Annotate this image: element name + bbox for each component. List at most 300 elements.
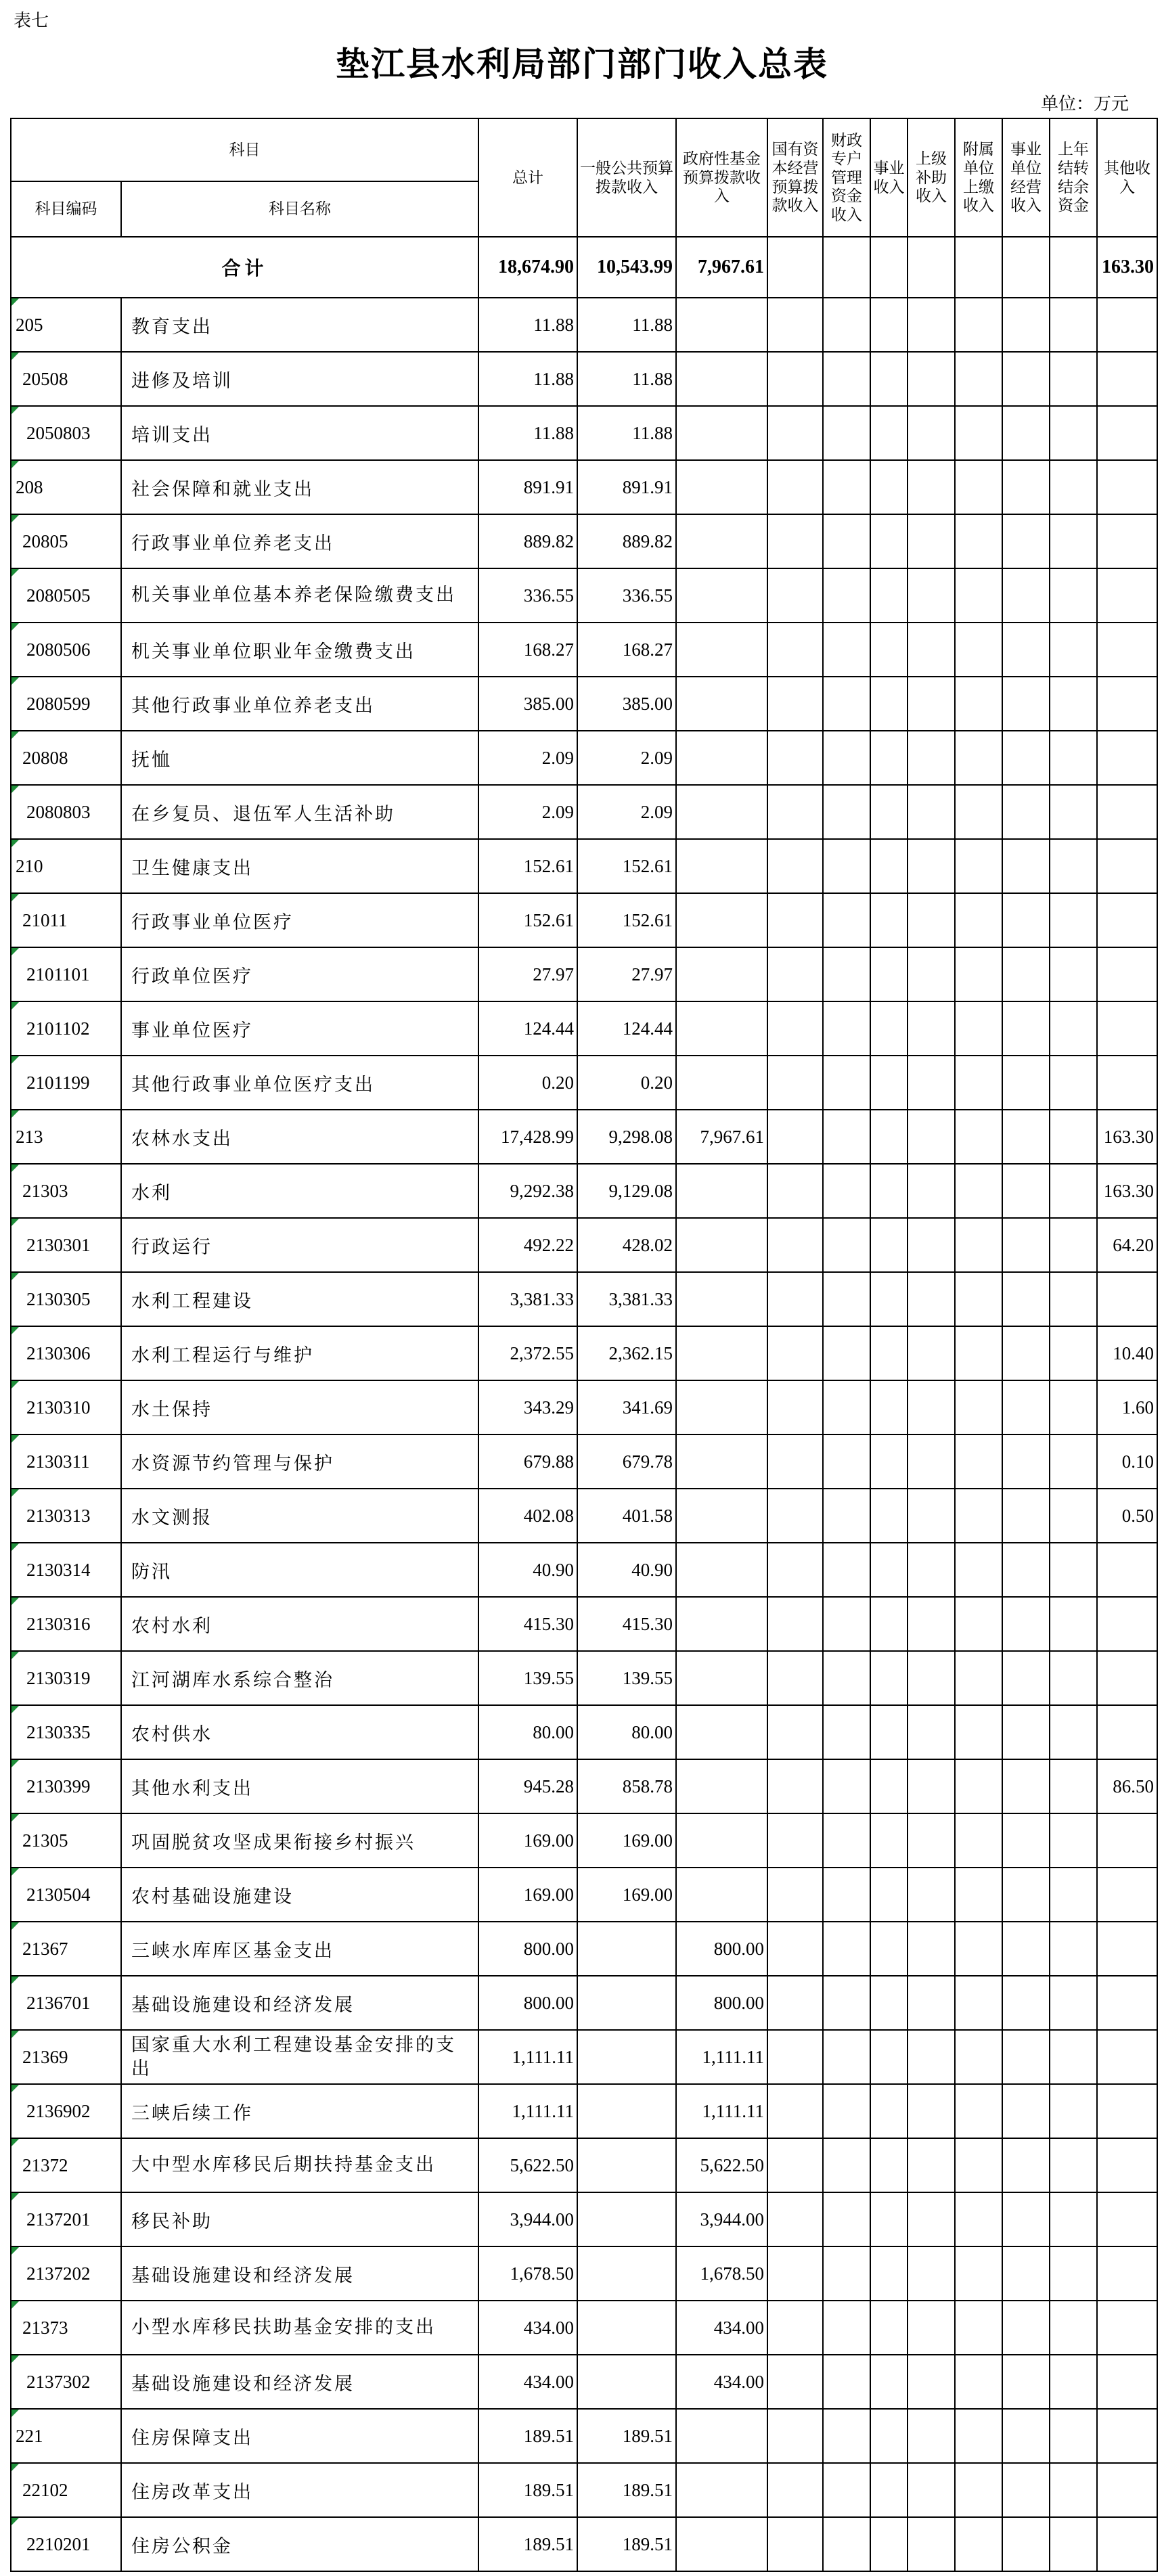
table-row: [11, 2138, 1157, 2192]
empty-cell: [870, 1543, 908, 1597]
empty-cell: [1050, 1597, 1097, 1651]
empty-cell: [1050, 1813, 1097, 1868]
empty-cell: [823, 1218, 870, 1272]
empty-cell: [908, 731, 955, 785]
subject-code-cell: 2130335: [11, 1705, 121, 1759]
subject-name-cell: 行政事业单位医疗: [121, 893, 478, 947]
empty-cell: [823, 731, 870, 785]
other-cell: [1097, 352, 1157, 406]
total-cell: 9,292.38: [478, 1164, 577, 1218]
empty-cell: [870, 1056, 908, 1110]
empty-cell: [1050, 893, 1097, 947]
total-cell: 189.51: [478, 2463, 577, 2517]
empty-cell: [908, 2409, 955, 2463]
empty-cell: [870, 1164, 908, 1218]
empty-cell: [1002, 2246, 1050, 2301]
subject-name-cell: 基础设施建设和经济发展: [121, 2355, 478, 2409]
gov-fund-cell: [676, 2409, 767, 2463]
empty-cell: [870, 731, 908, 785]
empty-cell: [908, 1543, 955, 1597]
total-cell: 336.55: [478, 568, 577, 623]
subject-name-cell: 三峡水库库区基金支出: [121, 1922, 478, 1976]
empty-cell: [823, 1272, 870, 1326]
empty-cell: [955, 514, 1002, 568]
empty-cell: [1050, 2246, 1097, 2301]
empty-cell: [870, 947, 908, 1001]
empty-cell: [955, 1705, 1002, 1759]
subject-name-cell: 机关事业单位基本养老保险缴费支出: [121, 568, 478, 623]
other-cell: 163.30: [1097, 1110, 1157, 1164]
empty-cell: [908, 1976, 955, 2030]
empty-cell: [870, 1489, 908, 1543]
general-budget-cell: [577, 2138, 676, 2192]
empty-cell: [1050, 1272, 1097, 1326]
empty-cell: [1050, 2301, 1097, 2355]
other-cell: 1.60: [1097, 1380, 1157, 1434]
empty-cell: [955, 2517, 1002, 2571]
subject-name-cell: 水资源节约管理与保护: [121, 1434, 478, 1489]
table-row: [11, 2517, 1157, 2571]
empty-cell: [955, 731, 1002, 785]
table-row: [11, 1976, 1157, 2030]
empty-cell: [908, 677, 955, 731]
empty-cell: [1050, 352, 1097, 406]
total-cell: 152.61: [478, 839, 577, 893]
empty-cell: [1002, 1651, 1050, 1705]
table-row: [11, 2030, 1157, 2084]
empty-cell: [955, 1218, 1002, 1272]
empty-cell: [870, 1001, 908, 1056]
general-budget-cell: [577, 2301, 676, 2355]
empty-cell: [870, 298, 908, 352]
total-row: [11, 237, 1157, 298]
subject-code-cell: 2080506: [11, 623, 121, 677]
empty-cell: [955, 1922, 1002, 1976]
empty-cell: [870, 2409, 908, 2463]
general-budget-cell: 2,362.15: [577, 1326, 676, 1380]
subject-code-cell: 21305: [11, 1813, 121, 1868]
empty-cell: [870, 1218, 908, 1272]
general-budget-cell: 336.55: [577, 568, 676, 623]
total-cell: 415.30: [478, 1597, 577, 1651]
table-row: [11, 2084, 1157, 2138]
empty-cell: [1050, 731, 1097, 785]
empty-cell: [1050, 2463, 1097, 2517]
empty-cell: [870, 1813, 908, 1868]
empty-cell: [908, 237, 955, 298]
empty-cell: [1002, 1597, 1050, 1651]
other-cell: [1097, 568, 1157, 623]
empty-cell: [1050, 1868, 1097, 1922]
table-row: [11, 1705, 1157, 1759]
subject-code-cell: 2130305: [11, 1272, 121, 1326]
empty-cell: [767, 352, 823, 406]
empty-cell: [955, 1164, 1002, 1218]
empty-cell: [908, 2138, 955, 2192]
total-cell: 679.88: [478, 1434, 577, 1489]
gov-fund-cell: [676, 1380, 767, 1434]
table-row: [11, 1543, 1157, 1597]
general-budget-cell: 11.88: [577, 406, 676, 460]
empty-cell: [767, 1164, 823, 1218]
empty-cell: [767, 623, 823, 677]
empty-cell: [870, 893, 908, 947]
empty-cell: [955, 677, 1002, 731]
general-budget-cell: [577, 2355, 676, 2409]
other-cell: [1097, 677, 1157, 731]
table-row: [11, 1651, 1157, 1705]
other-cell: [1097, 2301, 1157, 2355]
gov-fund-cell: [676, 2517, 767, 2571]
subject-name-cell: 事业单位医疗: [121, 1001, 478, 1056]
subject-code-cell: 21373: [11, 2301, 121, 2355]
table-row: [11, 352, 1157, 406]
empty-cell: [1002, 1164, 1050, 1218]
table-row: [11, 568, 1157, 623]
empty-cell: [823, 1651, 870, 1705]
empty-cell: [870, 1597, 908, 1651]
total-cell: 889.82: [478, 514, 577, 568]
header-total: 总计: [478, 118, 577, 237]
subject-name-cell: 其他行政事业单位养老支出: [121, 677, 478, 731]
empty-cell: [955, 1110, 1002, 1164]
empty-cell: [908, 568, 955, 623]
general-budget-cell: 0.20: [577, 1056, 676, 1110]
gov-fund-cell: [676, 2463, 767, 2517]
empty-cell: [767, 1434, 823, 1489]
empty-cell: [767, 1976, 823, 2030]
empty-cell: [767, 893, 823, 947]
header-fiscal-special: 财政专户管理资金收入: [823, 118, 870, 237]
empty-cell: [1002, 2138, 1050, 2192]
gov-fund-cell: [676, 1868, 767, 1922]
general-budget-cell: 139.55: [577, 1651, 676, 1705]
table-row: [11, 947, 1157, 1001]
empty-cell: [823, 2138, 870, 2192]
empty-cell: [870, 2192, 908, 2246]
total-cell: 2,372.55: [478, 1326, 577, 1380]
empty-cell: [1002, 785, 1050, 839]
empty-cell: [1002, 1489, 1050, 1543]
table-row: [11, 1434, 1157, 1489]
empty-cell: [908, 1813, 955, 1868]
empty-cell: [823, 1326, 870, 1380]
gov-fund-cell: [676, 1164, 767, 1218]
empty-cell: [767, 2084, 823, 2138]
general-budget-cell: 124.44: [577, 1001, 676, 1056]
empty-cell: [1050, 2138, 1097, 2192]
empty-cell: [908, 1001, 955, 1056]
empty-cell: [1050, 568, 1097, 623]
empty-cell: [908, 893, 955, 947]
table-row: [11, 2463, 1157, 2517]
header-carryover: 上年结转结余资金: [1050, 118, 1097, 237]
general-budget-cell: 9,298.08: [577, 1110, 676, 1164]
subject-code-cell: 20808: [11, 731, 121, 785]
subject-name-cell: 培训支出: [121, 406, 478, 460]
total-cell: 434.00: [478, 2355, 577, 2409]
empty-cell: [1050, 1110, 1097, 1164]
table-row: [11, 893, 1157, 947]
empty-cell: [908, 298, 955, 352]
header-business: 事业收入: [870, 118, 908, 237]
empty-cell: [908, 1489, 955, 1543]
empty-cell: [955, 2192, 1002, 2246]
empty-cell: [1002, 2463, 1050, 2517]
total-cell: 27.97: [478, 947, 577, 1001]
general-budget-cell: [577, 1922, 676, 1976]
empty-cell: [823, 1380, 870, 1434]
gov-fund-cell: 5,622.50: [676, 2138, 767, 2192]
empty-cell: [908, 1272, 955, 1326]
total-cell: 11.88: [478, 298, 577, 352]
empty-cell: [908, 460, 955, 514]
empty-cell: [1050, 1164, 1097, 1218]
empty-cell: [870, 1272, 908, 1326]
empty-cell: [870, 2030, 908, 2084]
empty-cell: [823, 2409, 870, 2463]
subject-code-cell: 21303: [11, 1164, 121, 1218]
gov-fund-cell: [676, 1813, 767, 1868]
gov-fund-cell: [676, 947, 767, 1001]
subject-name-cell: 农村水利: [121, 1597, 478, 1651]
empty-cell: [955, 2463, 1002, 2517]
table-row: [11, 839, 1157, 893]
gov-fund-cell: 3,944.00: [676, 2192, 767, 2246]
total-cell: 3,381.33: [478, 1272, 577, 1326]
gov-fund-cell: [676, 460, 767, 514]
empty-cell: [1002, 623, 1050, 677]
other-cell: 86.50: [1097, 1759, 1157, 1813]
subject-name-cell: 卫生健康支出: [121, 839, 478, 893]
empty-cell: [908, 623, 955, 677]
empty-cell: [767, 839, 823, 893]
other-cell: 0.10: [1097, 1434, 1157, 1489]
general-budget-cell: [577, 2084, 676, 2138]
general-budget-cell: 341.69: [577, 1380, 676, 1434]
general-budget-cell: 11.88: [577, 298, 676, 352]
empty-cell: [767, 2301, 823, 2355]
other-cell: [1097, 460, 1157, 514]
gov-fund-cell: [676, 1651, 767, 1705]
empty-cell: [767, 1272, 823, 1326]
general-budget-cell: 679.78: [577, 1434, 676, 1489]
empty-cell: [767, 1868, 823, 1922]
empty-cell: [1002, 1056, 1050, 1110]
empty-cell: [908, 839, 955, 893]
total-label: 合计: [11, 237, 478, 298]
empty-cell: [908, 1922, 955, 1976]
total-cell: 1,111.11: [478, 2084, 577, 2138]
subject-name-cell: 住房改革支出: [121, 2463, 478, 2517]
other-cell: [1097, 2517, 1157, 2571]
empty-cell: [908, 785, 955, 839]
header-affiliated: 附属单位上缴收入: [955, 118, 1002, 237]
empty-cell: [1050, 1434, 1097, 1489]
gov-fund-cell: [676, 1759, 767, 1813]
other-cell: [1097, 893, 1157, 947]
subject-name-cell: 其他水利支出: [121, 1759, 478, 1813]
empty-cell: [955, 568, 1002, 623]
empty-cell: [1002, 1868, 1050, 1922]
empty-cell: [823, 1001, 870, 1056]
subject-name-cell: 行政运行: [121, 1218, 478, 1272]
table-row: [11, 1922, 1157, 1976]
empty-cell: [908, 2246, 955, 2301]
empty-cell: [1050, 514, 1097, 568]
table-row: [11, 1489, 1157, 1543]
empty-cell: [1050, 298, 1097, 352]
subject-name-cell: 农村供水: [121, 1705, 478, 1759]
subject-code-cell: 210: [11, 839, 121, 893]
empty-cell: [955, 623, 1002, 677]
empty-cell: [1050, 2355, 1097, 2409]
empty-cell: [1002, 1110, 1050, 1164]
empty-cell: [823, 2030, 870, 2084]
gov-fund-cell: [676, 352, 767, 406]
other-cell: [1097, 1976, 1157, 2030]
empty-cell: [823, 568, 870, 623]
empty-cell: [1050, 1976, 1097, 2030]
table-row: [11, 677, 1157, 731]
empty-cell: [955, 1759, 1002, 1813]
header-gov-fund: 政府性基金预算拨款收入: [676, 118, 767, 237]
general-budget-cell: [577, 2246, 676, 2301]
header-general-budget: 一般公共预算拨款收入: [577, 118, 676, 237]
total-cell: 189.51: [478, 2517, 577, 2571]
subject-code-cell: 2137302: [11, 2355, 121, 2409]
subject-code-cell: 2101101: [11, 947, 121, 1001]
empty-cell: [955, 2138, 1002, 2192]
gov-fund-cell: [676, 893, 767, 947]
subject-code-cell: 2130311: [11, 1434, 121, 1489]
subject-name-cell: 住房保障支出: [121, 2409, 478, 2463]
empty-cell: [870, 1434, 908, 1489]
empty-cell: [955, 352, 1002, 406]
empty-cell: [767, 2517, 823, 2571]
general-budget-cell: [577, 1976, 676, 2030]
empty-cell: [870, 623, 908, 677]
empty-cell: [955, 893, 1002, 947]
subject-code-cell: 221: [11, 2409, 121, 2463]
empty-cell: [1002, 1380, 1050, 1434]
empty-cell: [870, 677, 908, 731]
empty-cell: [1002, 1434, 1050, 1489]
subject-code-cell: 20508: [11, 352, 121, 406]
subject-code-cell: 2137202: [11, 2246, 121, 2301]
empty-cell: [767, 1705, 823, 1759]
total-cell: 945.28: [478, 1759, 577, 1813]
table-row: [11, 1326, 1157, 1380]
subject-name-cell: 江河湖库水系综合整治: [121, 1651, 478, 1705]
total-cell: 17,428.99: [478, 1110, 577, 1164]
empty-cell: [1002, 568, 1050, 623]
empty-cell: [955, 460, 1002, 514]
empty-cell: [955, 1326, 1002, 1380]
subject-code-cell: 2130504: [11, 1868, 121, 1922]
table-row: [11, 406, 1157, 460]
empty-cell: [767, 2030, 823, 2084]
total-cell: 3,944.00: [478, 2192, 577, 2246]
empty-cell: [1050, 2084, 1097, 2138]
empty-cell: [870, 568, 908, 623]
empty-cell: [767, 1651, 823, 1705]
general-budget-cell: 27.97: [577, 947, 676, 1001]
empty-cell: [767, 1380, 823, 1434]
empty-cell: [1002, 406, 1050, 460]
general-budget-cell: 401.58: [577, 1489, 676, 1543]
total-cell: 124.44: [478, 1001, 577, 1056]
empty-cell: [823, 2246, 870, 2301]
empty-cell: [870, 1976, 908, 2030]
other-cell: [1097, 2463, 1157, 2517]
subject-code-cell: 2130306: [11, 1326, 121, 1380]
empty-cell: [908, 1759, 955, 1813]
empty-cell: [1002, 893, 1050, 947]
empty-cell: [767, 1759, 823, 1813]
empty-cell: [870, 2138, 908, 2192]
header-upper-subsidy: 上级补助收入: [908, 118, 955, 237]
empty-cell: [767, 514, 823, 568]
empty-cell: [955, 1434, 1002, 1489]
subject-name-cell: 水利工程建设: [121, 1272, 478, 1326]
general-budget-cell: 415.30: [577, 1597, 676, 1651]
empty-cell: [1050, 947, 1097, 1001]
total-cell: 40.90: [478, 1543, 577, 1597]
subject-code-cell: 2130301: [11, 1218, 121, 1272]
general-budget-cell: 169.00: [577, 1813, 676, 1868]
other-cell: [1097, 785, 1157, 839]
page-label: 表七: [14, 11, 49, 30]
empty-cell: [1050, 1489, 1097, 1543]
empty-cell: [1002, 352, 1050, 406]
empty-cell: [908, 1164, 955, 1218]
gov-fund-cell: [676, 623, 767, 677]
total-cell: 169.00: [478, 1868, 577, 1922]
empty-cell: [823, 1922, 870, 1976]
other-cell: [1097, 1705, 1157, 1759]
empty-cell: [955, 298, 1002, 352]
gov-fund-cell: [676, 1434, 767, 1489]
total-cell: 169.00: [478, 1813, 577, 1868]
subject-name-cell: 农林水支出: [121, 1110, 478, 1164]
subject-code-cell: 2101199: [11, 1056, 121, 1110]
subject-code-cell: 2080505: [11, 568, 121, 623]
empty-cell: [955, 2246, 1002, 2301]
empty-cell: [955, 2030, 1002, 2084]
empty-cell: [823, 677, 870, 731]
subject-code-cell: 2130316: [11, 1597, 121, 1651]
empty-cell: [823, 1110, 870, 1164]
general-budget-cell: [577, 2192, 676, 2246]
table-row: [11, 1001, 1157, 1056]
empty-cell: [908, 2084, 955, 2138]
empty-cell: [1002, 2409, 1050, 2463]
empty-cell: [1002, 839, 1050, 893]
general-budget-cell: 11.88: [577, 352, 676, 406]
total-cell: 189.51: [478, 2409, 577, 2463]
empty-cell: [955, 839, 1002, 893]
other-cell: [1097, 2246, 1157, 2301]
gov-fund-cell: [676, 1326, 767, 1380]
general-budget-cell: 152.61: [577, 893, 676, 947]
total-cell: 0.20: [478, 1056, 577, 1110]
empty-cell: [823, 1434, 870, 1489]
subject-code-cell: 2101102: [11, 1001, 121, 1056]
gov-fund-cell: 434.00: [676, 2355, 767, 2409]
gov-fund-cell: [676, 839, 767, 893]
subject-name-cell: 进修及培训: [121, 352, 478, 406]
